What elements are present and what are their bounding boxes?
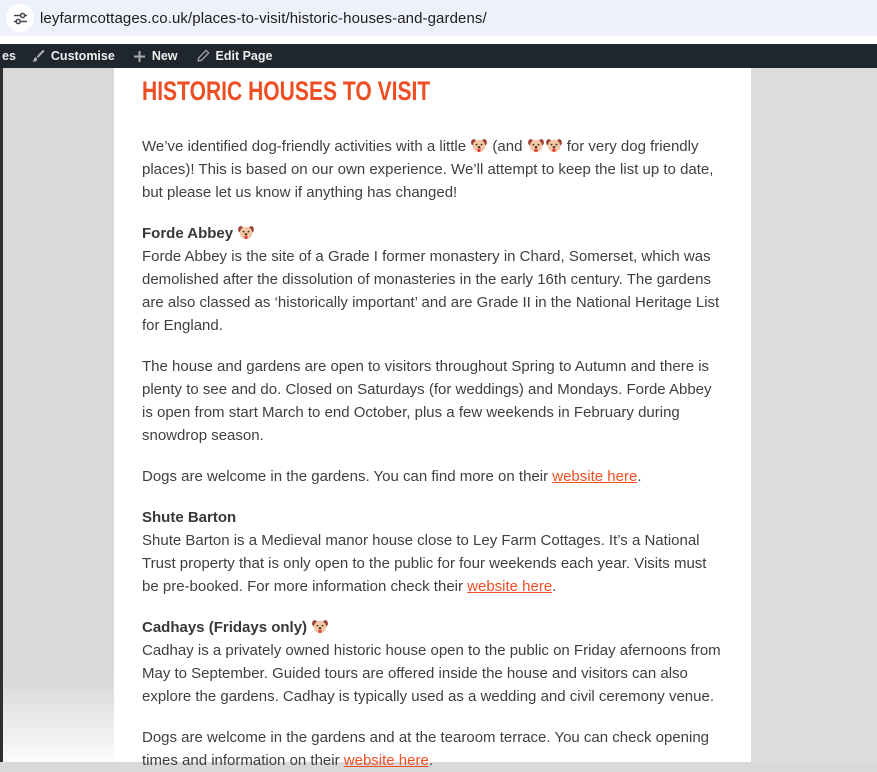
plus-icon <box>133 50 146 63</box>
page-right-margin <box>751 68 877 762</box>
shute-barton-heading: Shute Barton <box>142 509 237 526</box>
page-title: HISTORIC HOUSES TO VISIT <box>142 76 431 106</box>
dog-face-emoji-icon <box>546 138 562 154</box>
website-link[interactable]: website here <box>343 752 429 769</box>
browser-address-bar[interactable] <box>0 0 877 36</box>
site-settings-chip[interactable] <box>6 4 34 32</box>
paintbrush-icon <box>31 49 45 63</box>
admin-bar-item-label: New <box>151 49 178 63</box>
page-content-column <box>114 68 751 769</box>
cadhays-paragraph: Cadhay is a privately owned historic house open to the public on Friday afernoons from May to September. Guided tours are offered inside the house and visitors can also explore the gardens. Cadhay is typically used as a wedding and civil ceremony venue. <box>142 642 721 705</box>
dog-face-emoji-icon <box>528 138 544 154</box>
wp-admin-bar <box>0 44 877 68</box>
tune-icon <box>13 11 28 26</box>
cadhays-heading: Cadhays (Fridays only) <box>142 616 725 639</box>
page-left-margin <box>3 68 114 762</box>
admin-bar-item-label: Customise <box>50 49 115 63</box>
cadhays-dogs-paragraph: Dogs are welcome in the gardens and at the tearoom terrace. You can check opening times and information on their website here. <box>142 729 710 769</box>
forde-abbey-paragraph-2: The house and gardens are open to visitors throughout Spring to Autumn and there is plenty to see and do. Closed on Saturdays (for weddings) and Mondays. Forde Abbey is open from start March to end October, plus a few weekends in February during snowdrop season. <box>142 358 712 444</box>
dog-face-emoji-icon <box>471 138 487 154</box>
admin-bar-customise[interactable] <box>22 44 124 68</box>
article-body <box>142 135 725 772</box>
shute-barton-paragraph: Shute Barton is a Medieval manor house close to Ley Farm Cottages. It’s a National Trust property that is only open to the public for four weekends each year. Visits must be pre-booked. For more information check their website here. <box>142 532 707 595</box>
pencil-icon <box>196 49 210 63</box>
forde-abbey-paragraph-1: Forde Abbey is the site of a Grade I former monastery in Chard, Somerset, which was demolished after the dissolution of monasteries in the early 16th century. The gardens are also classed as ‘historically important’ and are Grade II in the National Heritage List for England. <box>142 248 720 334</box>
site-name-fragment: es <box>2 49 16 63</box>
admin-bar-item-label: Edit Page <box>215 49 273 63</box>
dog-face-emoji-icon <box>238 225 254 241</box>
website-link[interactable]: website here <box>467 578 553 595</box>
admin-bar-new[interactable] <box>124 44 187 68</box>
browser-chrome-gap <box>0 36 877 44</box>
forde-abbey-dogs-paragraph: Dogs are welcome in the gardens. You can find more on their website here. <box>142 468 642 485</box>
forde-abbey-heading: Forde Abbey <box>142 222 725 245</box>
intro-paragraph: We’ve identified dog-friendly activities with a little (and for very dog friendly places)! This is based on our own experience. We’ll attempt to keep the list up to date, but please let us know if anything has changed! <box>142 138 714 201</box>
url-text[interactable]: leyfarmcottages.co.uk/places-to-visit/historic-houses-and-gardens/ <box>40 9 487 27</box>
admin-bar-edit-page[interactable] <box>187 44 282 68</box>
page-area <box>0 68 877 769</box>
dog-face-emoji-icon <box>312 619 328 635</box>
website-link[interactable]: website here <box>552 468 638 485</box>
admin-bar-site-name-partial[interactable] <box>0 44 22 68</box>
